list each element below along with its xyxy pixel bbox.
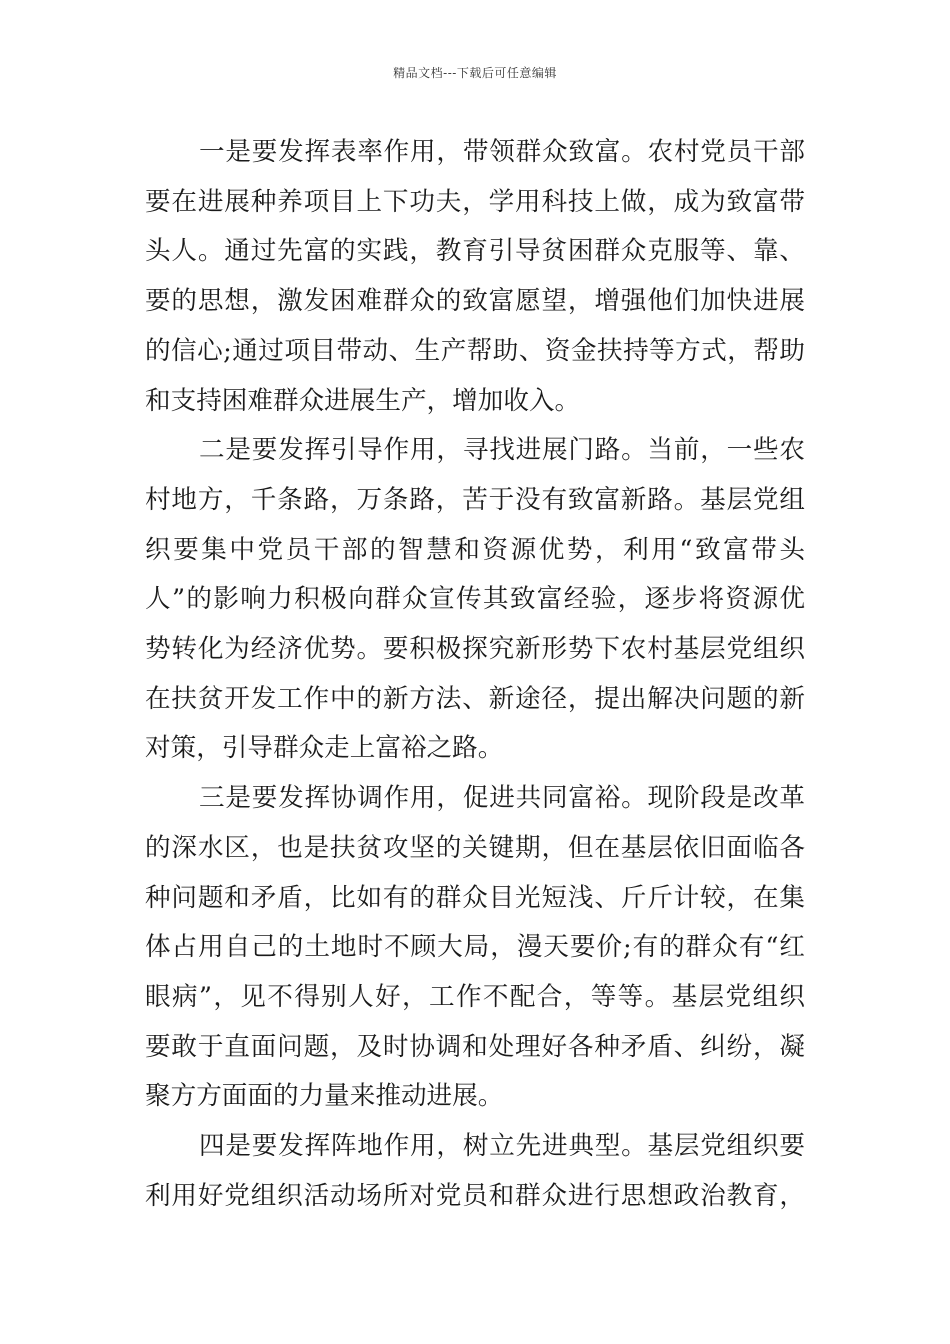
paragraph-4 [145, 1122, 805, 1221]
paragraph-2 [145, 426, 805, 774]
text-line: 要在进展种养项目上下功夫，学用科技上做，成为致富带 [145, 186, 805, 217]
text-line: 体占用自己的土地时不顾大局，漫天要价;有的群众有“红 [145, 932, 805, 963]
text-line: 眼病”，见不得别人好，工作不配合，等等。基层党组织 [145, 981, 805, 1012]
text-line: 和支持困难群众进展生产，增加收入。 [145, 385, 581, 416]
document-body [145, 128, 805, 1221]
text-line: 头人。通过先富的实践，教育引导贫困群众克服等、靠、 [145, 236, 805, 267]
text-line: 对策，引导群众走上富裕之路。 [145, 733, 504, 764]
text-line: 势转化为经济优势。要积极探究新形势下农村基层党组织 [145, 634, 805, 665]
text-line: 织要集中党员干部的智慧和资源优势，利用“致富带头 [145, 534, 805, 565]
text-line: 要的思想，激发困难群众的致富愿望，增强他们加快进展 [145, 286, 805, 317]
text-line: 一是要发挥表率作用，带领群众致富。农村党员干部 [199, 137, 805, 167]
text-line: 四是要发挥阵地作用，树立先进典型。基层党组织要 [199, 1131, 805, 1162]
text-line: 的深水区，也是扶贫攻坚的关键期，但在基层依旧面临各 [145, 832, 805, 863]
text-line: 要敢于直面问题，及时协调和处理好各种矛盾、纠纷，凝 [145, 1031, 805, 1062]
text-line: 村地方，千条路，万条路，苦于没有致富新路。基层党组 [145, 484, 805, 515]
text-line: 的信心;通过项目带动、生产帮助、资金扶持等方式，帮助 [145, 335, 805, 366]
text-line: 三是要发挥协调作用，促进共同富裕。现阶段是改革 [199, 783, 805, 814]
text-line: 利用好党组织活动场所对党员和群众进行思想政治教育， [145, 1180, 805, 1211]
text-line: 聚方方面面的力量来推动进展。 [145, 1081, 504, 1112]
text-line: 人”的影响力积极向群众宣传其致富经验，逐步将资源优 [145, 584, 805, 615]
paragraph-3 [145, 774, 805, 1122]
text-line: 种问题和矛盾，比如有的群众目光短浅、斤斤计较，在集 [145, 882, 805, 913]
text-line: 二是要发挥引导作用，寻找进展门路。当前，一些农 [199, 435, 805, 466]
text-line: 在扶贫开发工作中的新方法、新途径，提出解决问题的新 [145, 683, 805, 714]
page-header: 精品文档---下载后可任意编辑 [393, 66, 557, 80]
paragraph-1 [145, 128, 805, 426]
